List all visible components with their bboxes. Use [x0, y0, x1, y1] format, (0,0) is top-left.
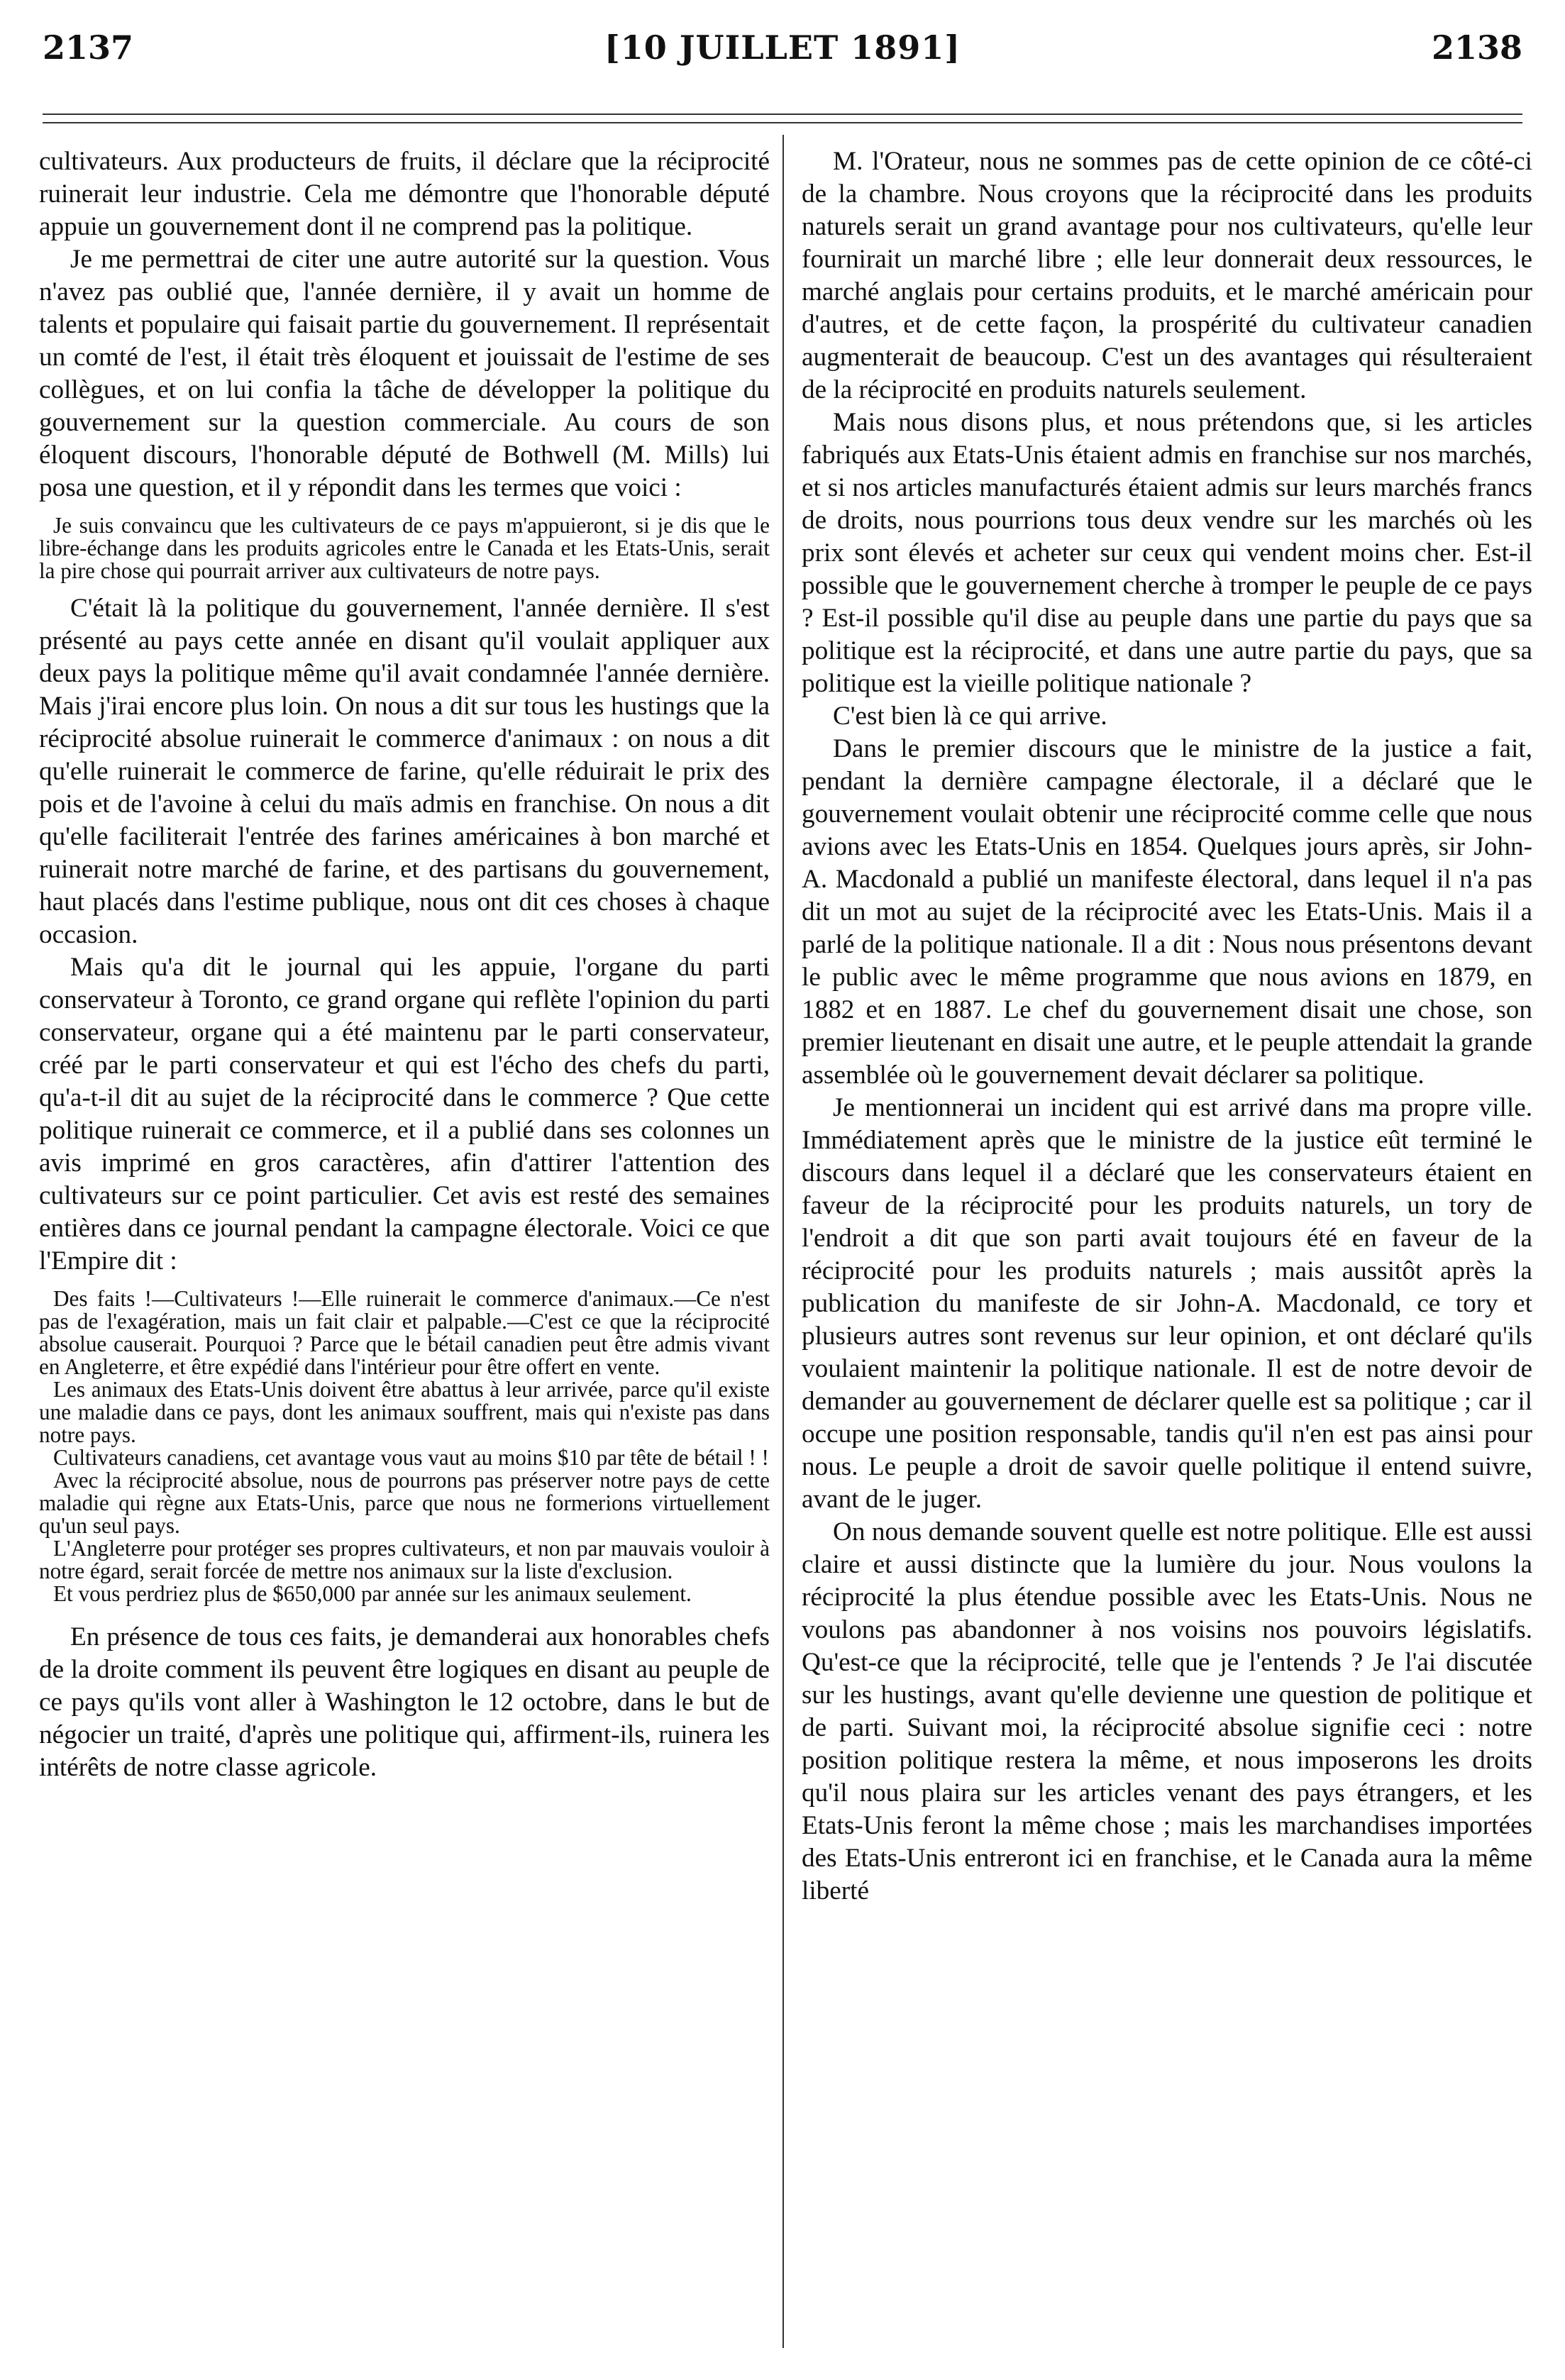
- right-paragraph-2: Mais nous disons plus, et nous prétendons que, si les articles fabriqués aux Etats-Unis étaient admis en franchise sur nos marchés, et si nos articles manufacturés étaient admis sur leurs marchés francs de droits, nous pourrions tous deux vendre sur les marchés où les prix sont élevés et acheter sur ceux qui vendent moins cher. Est-il possible que le gouvernement cherche à tromper le peuple de ce pays ? Est-il possible qu'il dise au peuple dans une partie du pays que sa politique est la réciprocité, et dans une autre partie du pays, que sa politique est la vieille politique nationale ?: [802, 408, 1532, 698]
- quote-1-text: Je suis convaincu que les cultivateurs de ce pays m'appuieront, si je dis que le libre-échange dans les produits agricoles entre le Canada et les Etats-Unis, serait la pire chose qui pourrait arriver aux cultivateurs de notre pays.: [39, 513, 770, 583]
- header-rule-bottom: [43, 122, 1522, 123]
- page-number-left: 2137: [43, 28, 134, 67]
- left-paragraph-4: Mais qu'a dit le journal qui les appuie, l'organe du parti conservateur à Toronto, ce grand organe qui reflète l'opinion du parti conservateur, organe qui a été maintenu par le parti conservateur, créé par le parti conservateur et qui est l'écho des chefs du parti, qu'a-t-il dit au sujet de la réciprocité dans le commerce ? Que cette politique ruinerait ce commerce, et il a publié dans ses colonnes un avis imprimé en gros caractères, afin d'attirer l'attention des cultivateurs sur ce point particulier. Cet avis est resté des semaines entières dans ce journal pendant la campagne électorale. Voici ce que l'Empire dit :: [39, 953, 770, 1275]
- quote-2-line-4: Avec la réciprocité absolue, nous de pourrons pas préserver notre pays de cette maladie qui règne aux Etats-Unis, parce que nous ne formerions virtuellement qu'un seul pays.: [39, 1468, 770, 1538]
- right-paragraph-5: Je mentionnerai un incident qui est arrivé dans ma propre ville. Immédiatement après que le ministre de la justice eût terminé le discours dans lequel il a déclaré que les conservateurs étaient en faveur de la réciprocité pour les produits naturels, un tory de l'endroit a dit que son parti avait toujours été en faveur de la réciprocité pour les produits naturels ; mais aussitôt après la publication du manifeste de sir John-A. Macdonald, ce tory et plusieurs autres sont revenus sur leur opinion, et ont déclaré qu'ils voulaient maintenir la politique nationale. Il est de notre devoir de demander au gouvernement de déclarer quelle est sa politique ; car il occupe une position responsable, tandis qu'il n'en est pas ainsi pour nous. Le peuple a droit de savoir quelle politique il entend suivre, avant de le juger.: [802, 1093, 1532, 1514]
- quote-2-line-5: L'Angleterre pour protéger ses propres cultivateurs, et non par mauvais vouloir à notre égard, serait forcée de mettre nos animaux sur la liste d'exclusion.: [39, 1536, 770, 1583]
- right-paragraph-6: On nous demande souvent quelle est notre politique. Elle est aussi claire et aussi distincte que la lumière du jour. Nous voulons la réciprocité la plus étendue possible avec les Etats-Unis. Nous ne voulons pas abandonner à nos voisins nos pouvoirs législatifs. Qu'est-ce que la réciprocité, telle que je l'entends ? Je l'ai discutée sur les hustings, avant qu'elle devienne une question de politique et de parti. Suivant moi, la réciprocité absolue signifie ceci : notre position politique restera la même, et nous imposerons les droits qu'il nous plaira sur les articles venant des pays étrangers, et les Etats-Unis feront la même chose ; mais les marchandises importées des Etats-Unis entreront ici en franchise, et le Canada aura la même liberté: [802, 1517, 1532, 1905]
- left-column: [39, 145, 770, 1784]
- left-paragraph-2: Je me permettrai de citer une autre autorité sur la question. Vous n'avez pas oublié que, l'année dernière, il y avait un homme de talents et populaire qui faisait partie du gouvernement. Il représentait un comté de l'est, il était très éloquent et jouissait de l'estime de ses collègues, et on lui confia la tâche de développer la politique du gouvernement sur la question commerciale. Au cours de son éloquent discours, l'honorable député de Bothwell (M. Mills) lui posa une question, et il y répondit dans les termes que voici :: [39, 245, 770, 502]
- left-paragraph-3: C'était là la politique du gouvernement, l'année dernière. Il s'est présenté au pays cette année en disant qu'il voulait appliquer aux deux pays la politique même qu'il avait condamnée l'année dernière. Mais j'irai encore plus loin. On nous a dit sur tous les hustings que la réciprocité absolue ruinerait le commerce d'animaux : on nous a dit qu'elle ruinerait le commerce de farine, qu'elle réduirait le prix des pois et de l'avoine à celui du maïs admis en franchise. On nous a dit qu'elle faciliterait l'entrée des farines américaines à bon marché et ruinerait notre marché de farine, et des partisans du gouvernement, haut placés dans l'estime publique, nous ont dit ces choses à chaque occasion.: [39, 594, 770, 949]
- quote-2-line-2: Les animaux des Etats-Unis doivent être abattus à leur arrivée, parce qu'il existe une maladie dans ce pays, dont les animaux souffrent, mais qui n'existe pas dans notre pays.: [39, 1377, 770, 1447]
- column-divider: [782, 135, 784, 2348]
- left-quote-1: [39, 514, 770, 582]
- right-paragraph-4: Dans le premier discours que le ministre de la justice a fait, pendant la dernière campagne électorale, il a déclaré que le gouvernement voulait obtenir une réciprocité comme celle que nous avions avec les Etats-Unis en 1854. Quelques jours après, sir John-A. Macdonald a publié un manifeste électoral, dans lequel il n'a pas dit un mot au sujet de la réciprocité avec les Etats-Unis. Mais il a parlé de la politique nationale. Il a dit : Nous nous présentons devant le public avec le même programme que nous avions en 1879, en 1882 et en 1887. Le chef du gouvernement disait une chose, son premier lieutenant en disait une autre, et le peuple attendait la grande assemblée où le gouvernement devait déclarer sa politique.: [802, 734, 1532, 1090]
- right-paragraph-1: M. l'Orateur, nous ne sommes pas de cette opinion de ce côté-ci de la chambre. Nous croyons que la réciprocité dans les produits naturels serait un grand avantage pour nos cultivateurs, qu'elle leur fournirait un marché libre ; elle leur donnerait deux ressources, le marché anglais pour certains produits, et le marché américain pour d'autres, et de cette façon, la prospérité du cultivateur canadien augmenterait de beaucoup. C'est un des avantages qui résulteraient de la réciprocité en produits naturels seulement.: [802, 147, 1532, 404]
- left-paragraph-5: En présence de tous ces faits, je demanderai aux honorables chefs de la droite comment ils peuvent être logiques en disant au peuple de ce pays qu'ils vont aller à Washington le 12 octobre, dans le but de négocier un traité, d'après une politique qui, affirment-ils, ruinera les intérêts de notre classe agricole.: [39, 1622, 770, 1782]
- page-number-right: 2138: [1431, 28, 1522, 67]
- header-rule-top: [43, 114, 1522, 115]
- quote-2-line-1: Des faits !—Cultivateurs !—Elle ruinerait le commerce d'animaux.—Ce n'est pas de l'exagération, mais un fait clair et palpable.—C'est ce que la réciprocité absolue causerait. Pourquoi ? Parce que le bétail canadien peut être admis vivant en Angleterre, et être expédié dans l'intérieur pour être offert en vente.: [39, 1286, 770, 1379]
- left-paragraph-1: cultivateurs. Aux producteurs de fruits, il déclare que la réciprocité ruinerait leur industrie. Cela me démontre que l'honorable député appuie un gouvernement dont il ne comprend pas la politique.: [39, 147, 770, 241]
- page-title-date: [10 JUILLET 1891]: [604, 28, 961, 67]
- left-quote-2: [39, 1288, 770, 1605]
- right-paragraph-3: C'est bien là ce qui arrive.: [833, 702, 1107, 731]
- page-header: [43, 21, 1522, 78]
- quote-2-line-6: Et vous perdriez plus de $650,000 par année sur les animaux seulement.: [53, 1581, 692, 1606]
- right-column: [802, 145, 1532, 1908]
- quote-2-line-3: Cultivateurs canadiens, cet avantage vous vaut au moins $10 par tête de bétail ! !: [53, 1445, 769, 1470]
